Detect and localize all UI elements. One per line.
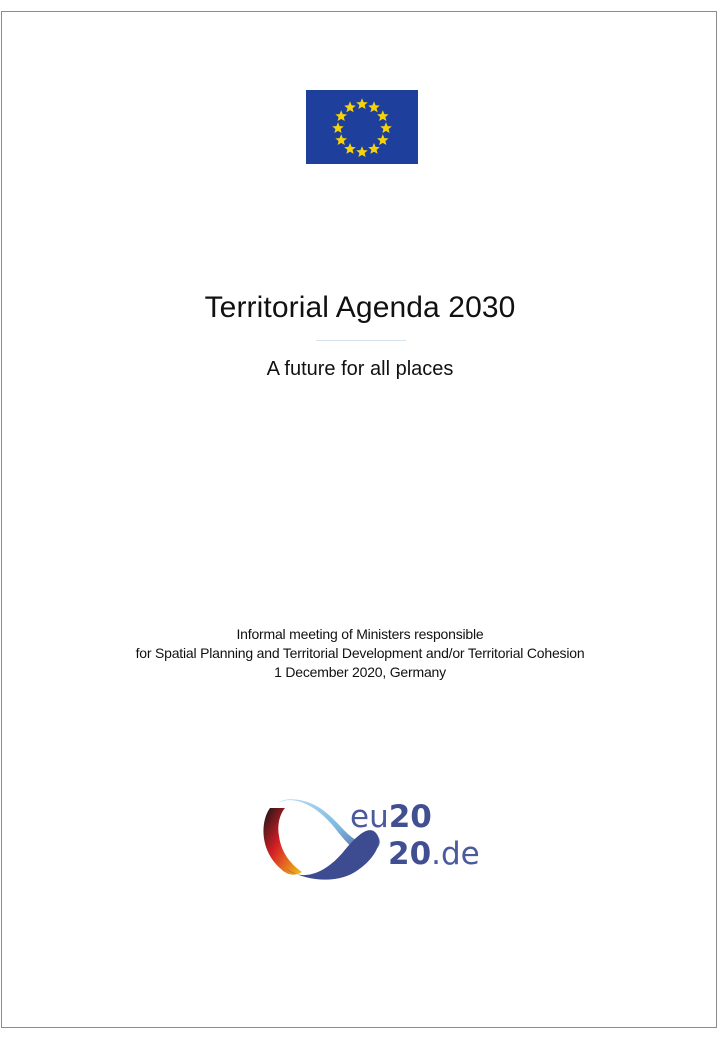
document-title: Territorial Agenda 2030 bbox=[204, 291, 516, 324]
meeting-line-1: Informal meeting of Ministers responsible bbox=[236, 626, 484, 642]
ribbon-left-icon bbox=[264, 808, 302, 875]
eu2020-presidency-logo bbox=[258, 796, 480, 880]
logo-line-20de: 20.de bbox=[388, 836, 480, 872]
document-subtitle: A future for all places bbox=[266, 358, 454, 380]
logo-line-eu2020: eu20 bbox=[350, 799, 432, 835]
meeting-details bbox=[0, 625, 720, 682]
eu-flag-icon bbox=[306, 90, 418, 164]
meeting-line-2: for Spatial Planning and Territorial Development and/or Territorial Cohesion bbox=[135, 645, 585, 661]
meeting-line-3: 1 December 2020, Germany bbox=[274, 664, 446, 680]
title-divider bbox=[316, 340, 406, 341]
